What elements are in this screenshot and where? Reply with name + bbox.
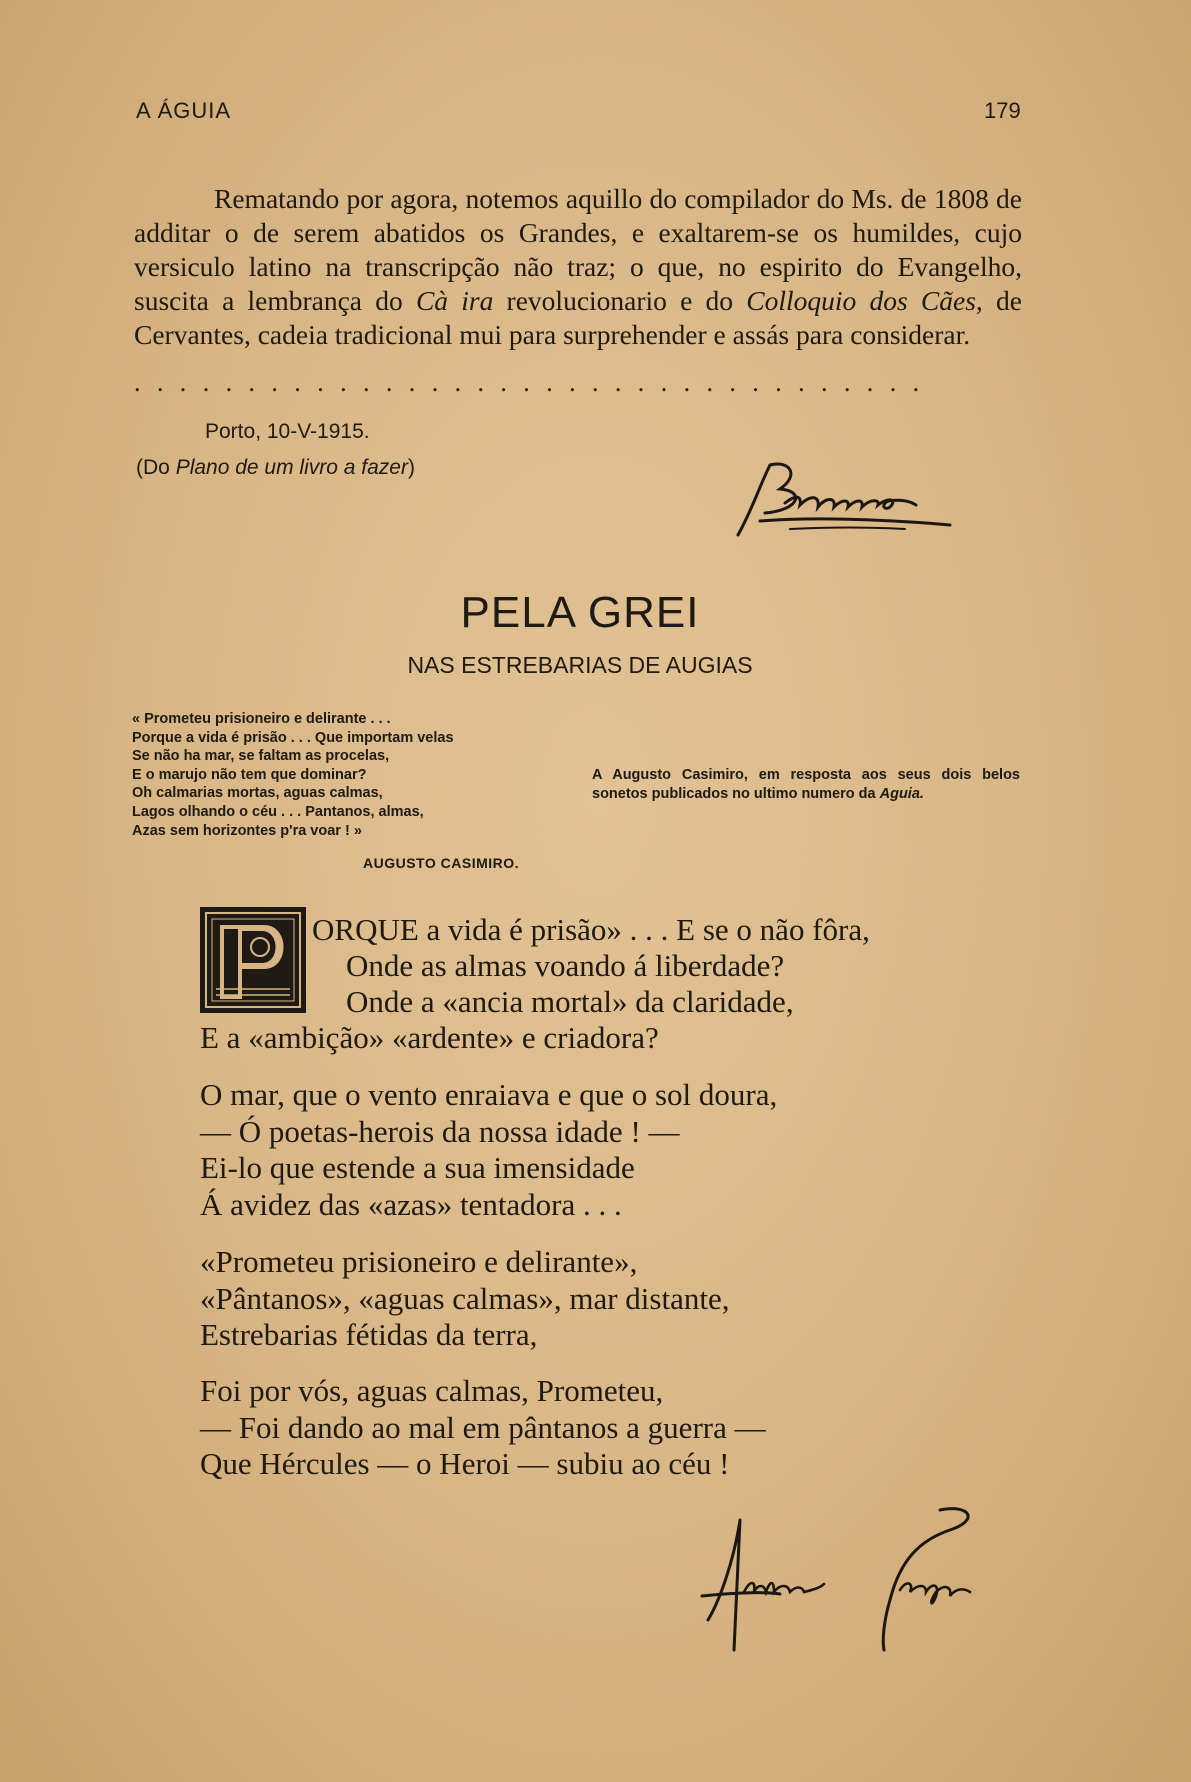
- poem-line: O mar, que o vento enraiava e que o sol doura,: [200, 1077, 778, 1112]
- poem-line: Estrebarias fétidas da terra,: [200, 1317, 538, 1352]
- essay-closing-paragraph: [134, 182, 1022, 352]
- antonio-sergio-signature: [700, 1500, 1020, 1660]
- epigraph: [132, 710, 454, 840]
- paragraph-text-start: Rematando por agora, notemos aquillo do compilador do Ms. de 1808 de additar o de serem abatidos os Grandes, e exaltarem-se os humildes, cujo versiculo latino na transcripção não traz; o que, no espirito do Evangelho, suscita a lembrança do: [134, 183, 1022, 316]
- poem-line: E a «ambição» «ardente» e criadora?: [200, 1020, 659, 1055]
- title-colloquio: Colloquio dos Cães,: [746, 285, 983, 316]
- source-note: [136, 456, 415, 480]
- dedication: [592, 766, 1020, 803]
- epigraph-author: AUGUSTO CASIMIRO.: [363, 855, 520, 871]
- poem-stanza-3: [200, 1244, 729, 1354]
- source-prefix: (Do: [136, 456, 176, 479]
- paragraph-text-middle: revolucionario e do: [493, 285, 747, 316]
- svg-text:P: P: [253, 904, 254, 905]
- epigraph-line: E o marujo não tem que dominar?: [132, 766, 367, 783]
- poem-line: «Pântanos», «aguas calmas», mar distante,: [200, 1280, 730, 1316]
- poem-title: PELA GREI: [460, 588, 700, 637]
- source-title: Plano de um livro a fazer: [175, 456, 408, 479]
- epigraph-line: « Prometeu prisioneiro e delirante . . .: [132, 711, 391, 727]
- source-suffix: ): [407, 456, 415, 479]
- poem-line: Ei-lo que estende a sua imensidade: [200, 1150, 635, 1185]
- poem-line: Foi por vós, aguas calmas, Prometeu,: [200, 1373, 664, 1408]
- page-number: 179: [984, 98, 1021, 123]
- epigraph-line: Se não ha mar, se faltam as procelas,: [132, 748, 390, 765]
- section-dot-separator: ...................................: [134, 368, 936, 397]
- poem-line: Á avidez das «azas» tentadora . . .: [200, 1186, 622, 1222]
- poem-stanza-2: [200, 1077, 777, 1223]
- epigraph-line: Oh calmarias mortas, aguas calmas,: [132, 785, 383, 802]
- title-ca-ira: Cà ira: [415, 285, 494, 316]
- journal-title: A ÁGUIA: [136, 98, 232, 123]
- epigraph-line: Lagos olhando o céu . . . Pantanos, almas,: [132, 803, 424, 820]
- epigraph-line: Porque a vida é prisão . . . Que importam velas: [132, 729, 454, 746]
- poem-line: Onde as almas voando á liberdade?: [346, 948, 785, 983]
- epigraph-line: Azas sem horizontes p'ra voar ! »: [132, 822, 362, 839]
- dedication-text: A Augusto Casimiro, em resposta aos seus dois belos sonetos publicados no ultimo numero da: [592, 767, 1020, 802]
- ornamental-drop-cap: [200, 904, 306, 1013]
- poem-line: — Ó poetas-herois da nossa idade ! —: [200, 1113, 680, 1149]
- paragraph-text-end: de Cervantes, cadeia tradicional mui para surprehender e assás para considerar.: [134, 285, 1022, 350]
- dedication-title: Aguia.: [879, 785, 924, 802]
- poem-line: Que Hércules — o Heroi — subiu ao céu !: [200, 1446, 730, 1481]
- poem-line: ORQUE a vida é prisão» . . . E se o não fôra,: [312, 912, 870, 947]
- poem-subtitle: NAS ESTREBARIAS DE AUGIAS: [407, 652, 753, 678]
- poem-line: «Prometeu prisioneiro e delirante»,: [200, 1244, 638, 1279]
- poem-stanza-4: [200, 1373, 766, 1483]
- place-date: Porto, 10-V-1915.: [205, 420, 370, 443]
- poem-line: — Foi dando ao mal em pântanos a guerra —: [200, 1409, 766, 1445]
- bruno-signature: [730, 455, 970, 545]
- poem-line: Onde a «ancia mortal» da claridade,: [346, 984, 794, 1019]
